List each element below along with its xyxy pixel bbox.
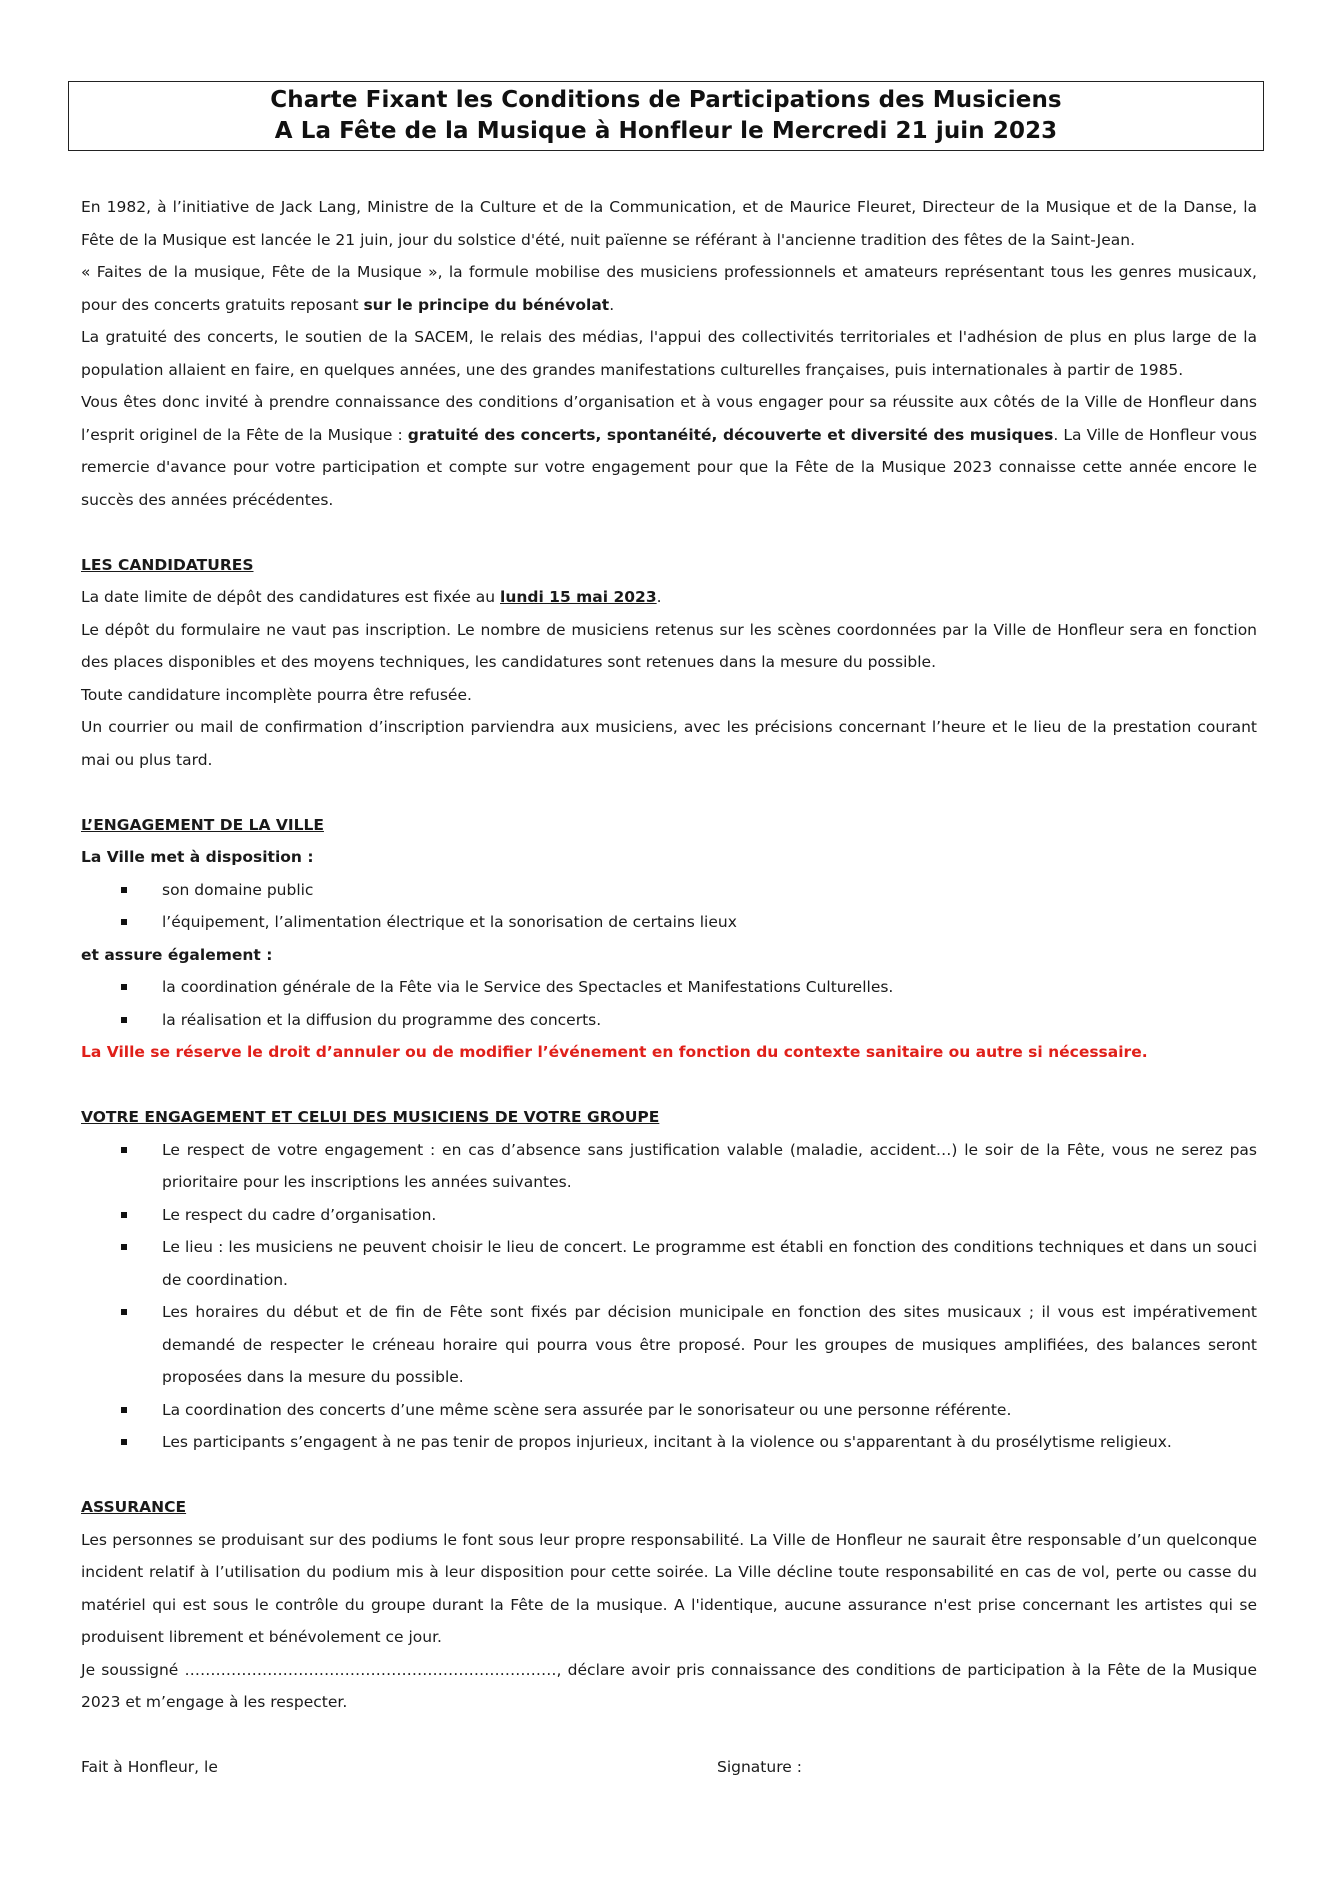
bullet-icon bbox=[121, 1147, 127, 1153]
ville-subheading-assure: et assure également : bbox=[81, 945, 273, 964]
signature-label: Signature : bbox=[717, 1758, 802, 1776]
bullet-icon bbox=[121, 984, 127, 990]
list-item-text: Les horaires du début et de fin de Fête sont fixés par décision municipale en fonction des sites musicaux ; il vous est impérativement demandé de respecter le créneau horaire qui pourra vous être proposé. Pour les groupes de musiques amplifiées, des balances seront proposées dans la mesure du possible. bbox=[162, 1303, 1257, 1386]
ville-list-assure bbox=[81, 971, 1257, 1036]
list-item bbox=[81, 1231, 1257, 1296]
candidatures-paragraph-3: Toute candidature incomplète pourra être refusée. bbox=[81, 685, 472, 704]
list-item bbox=[81, 1199, 1257, 1232]
list-item bbox=[81, 906, 1257, 939]
list-item bbox=[81, 1134, 1257, 1199]
list-item bbox=[81, 971, 1257, 1004]
list-item-text: l’équipement, l’alimentation électrique et la sonorisation de certains lieux bbox=[162, 913, 737, 931]
list-item-text: Le respect de votre engagement : en cas d’absence sans justification valable (maladie, accident…) le soir de la Fête, vous ne serez pas prioritaire pour les inscriptions les années suivantes. bbox=[162, 1140, 1257, 1191]
document-title-line-1: Charte Fixant les Conditions de Participations des Musiciens bbox=[270, 87, 1062, 113]
intro-paragraph-2 bbox=[81, 256, 1257, 321]
candidatures-deadline-date: lundi 15 mai 2023 bbox=[500, 588, 657, 606]
bullet-icon bbox=[121, 887, 127, 893]
bullet-icon bbox=[121, 1309, 127, 1315]
candidatures-deadline bbox=[81, 581, 1257, 614]
bullet-icon bbox=[121, 1407, 127, 1413]
bullet-icon bbox=[121, 1439, 127, 1445]
intro-paragraph-2-text: « Faites de la musique, Fête de la Musique », la formule mobilise des musiciens professionnels et amateurs représentant tous les genres musicaux, pour des concerts gratuits reposant bbox=[81, 263, 1257, 314]
assurance-declaration: Je soussigné ………………………………………………………………, déclare avoir pris connaissance des conditions de participation à la Fête de la Musique 2023 et m’engage à les respecter. bbox=[81, 1660, 1257, 1711]
intro-paragraph-2-end: . bbox=[609, 295, 615, 314]
ville-subheading-disposition: La Ville met à disposition : bbox=[81, 848, 314, 866]
ville-list-disposition bbox=[81, 874, 1257, 939]
list-item-text: la réalisation et la diffusion du programme des concerts. bbox=[162, 1010, 602, 1029]
list-item-text: Le respect du cadre d’organisation. bbox=[162, 1205, 437, 1224]
list-item-text: Le lieu : les musiciens ne peuvent choisir le lieu de concert. Le programme est établi en fonction des conditions techniques et dans un souci de coordination. bbox=[162, 1238, 1257, 1289]
candidatures-deadline-text: La date limite de dépôt des candidatures est fixée au bbox=[81, 588, 500, 606]
intro-paragraph-4-text: Vous êtes donc invité à prendre connaissance des conditions d’organisation et à vous engager pour sa réussite aux côtés de la Ville de Honfleur dans l’esprit originel de la Fête de la Musique : bbox=[81, 393, 1257, 444]
candidatures-deadline-end: . bbox=[656, 588, 662, 606]
list-item-text: Les participants s’engagent à ne pas tenir de propos injurieux, incitant à la violence ou s'apparentant à du prosélytisme religieux. bbox=[162, 1433, 1172, 1451]
bullet-icon bbox=[121, 919, 127, 925]
list-item bbox=[81, 1004, 1257, 1037]
list-item-text: son domaine public bbox=[162, 880, 314, 899]
list-item-text: La coordination des concerts d’une même scène sera assurée par le sonorisateur ou une personne référente. bbox=[162, 1400, 1012, 1419]
section-heading-candidatures: LES CANDIDATURES bbox=[81, 555, 254, 574]
bullet-icon bbox=[121, 1244, 127, 1250]
document-title-line-2: A La Fête de la Musique à Honfleur le Mercredi 21 juin 2023 bbox=[274, 118, 1058, 144]
list-item bbox=[81, 1296, 1257, 1394]
bullet-icon bbox=[121, 1017, 127, 1023]
ville-warning: La Ville se réserve le droit d’annuler ou de modifier l’événement en fonction du contexte sanitaire ou autre si nécessaire. bbox=[81, 1043, 1148, 1061]
musiciens-list bbox=[81, 1134, 1257, 1459]
fait-a-label: Fait à Honfleur, le bbox=[81, 1758, 218, 1776]
bullet-icon bbox=[121, 1212, 127, 1218]
section-heading-ville: L’ENGAGEMENT DE LA VILLE bbox=[81, 815, 324, 834]
title-box bbox=[68, 81, 1264, 151]
candidatures-paragraph-4: Un courrier ou mail de confirmation d’inscription parviendra aux musiciens, avec les précisions concernant l’heure et le lieu de la prestation courant mai ou plus tard. bbox=[81, 718, 1257, 769]
candidatures-paragraph-2: Le dépôt du formulaire ne vaut pas inscription. Le nombre de musiciens retenus sur les scènes coordonnées par la Ville de Honfleur sera en fonction des places disponibles et des moyens techniques, les candidatures sont retenues dans la mesure du possible. bbox=[81, 620, 1257, 671]
assurance-paragraph-1: Les personnes se produisant sur des podiums le font sous leur propre responsabilité. La Ville de Honfleur ne saurait être responsable d’un quelconque incident relatif à l’utilisation du podium mis à leur disposition pour cette soirée. La Ville décline toute responsabilité en cas de vol, perte ou casse du matériel qui est sous le contrôle du groupe durant la Fête de la musique. A l'identique, aucune assurance n'est prise concernant les artistes qui se produisent librement et bénévolement ce jour. bbox=[81, 1530, 1257, 1646]
document-body bbox=[81, 191, 1257, 1784]
section-heading-assurance: ASSURANCE bbox=[81, 1498, 187, 1516]
intro-paragraph-1: En 1982, à l’initiative de Jack Lang, Ministre de la Culture et de la Communication, et de Maurice Fleuret, Directeur de la Musique et de la Danse, la Fête de la Musique est lancée le 21 juin, jour du solstice d'été, nuit païenne se référant à l'ancienne tradition des fêtes de la Saint-Jean. bbox=[81, 198, 1257, 249]
intro-paragraph-4-bold: gratuité des concerts, spontanéité, découverte et diversité des musiques bbox=[407, 425, 1054, 444]
signature-row bbox=[81, 1751, 1257, 1784]
list-item bbox=[81, 1394, 1257, 1427]
intro-paragraph-2-bold: sur le principe du bénévolat bbox=[363, 295, 610, 314]
list-item bbox=[81, 874, 1257, 907]
intro-paragraph-3: La gratuité des concerts, le soutien de la SACEM, le relais des médias, l'appui des collectivités territoriales et l'adhésion de plus en plus large de la population allaient en faire, en quelques années, une des grandes manifestations culturelles françaises, puis internationales à partir de 1985. bbox=[81, 328, 1257, 379]
list-item-text: la coordination générale de la Fête via le Service des Spectacles et Manifestations Culturelles. bbox=[162, 978, 894, 996]
intro-paragraph-4-end: . La Ville de Honfleur vous remercie d'avance pour votre participation et compte sur votre engagement pour que la Fête de la Musique 2023 connaisse cette année encore le succès des années précédentes. bbox=[81, 425, 1257, 509]
section-heading-musiciens: VOTRE ENGAGEMENT ET CELUI DES MUSICIENS DE VOTRE GROUPE bbox=[81, 1108, 660, 1126]
intro-paragraph-4 bbox=[81, 386, 1257, 516]
list-item bbox=[81, 1426, 1257, 1459]
